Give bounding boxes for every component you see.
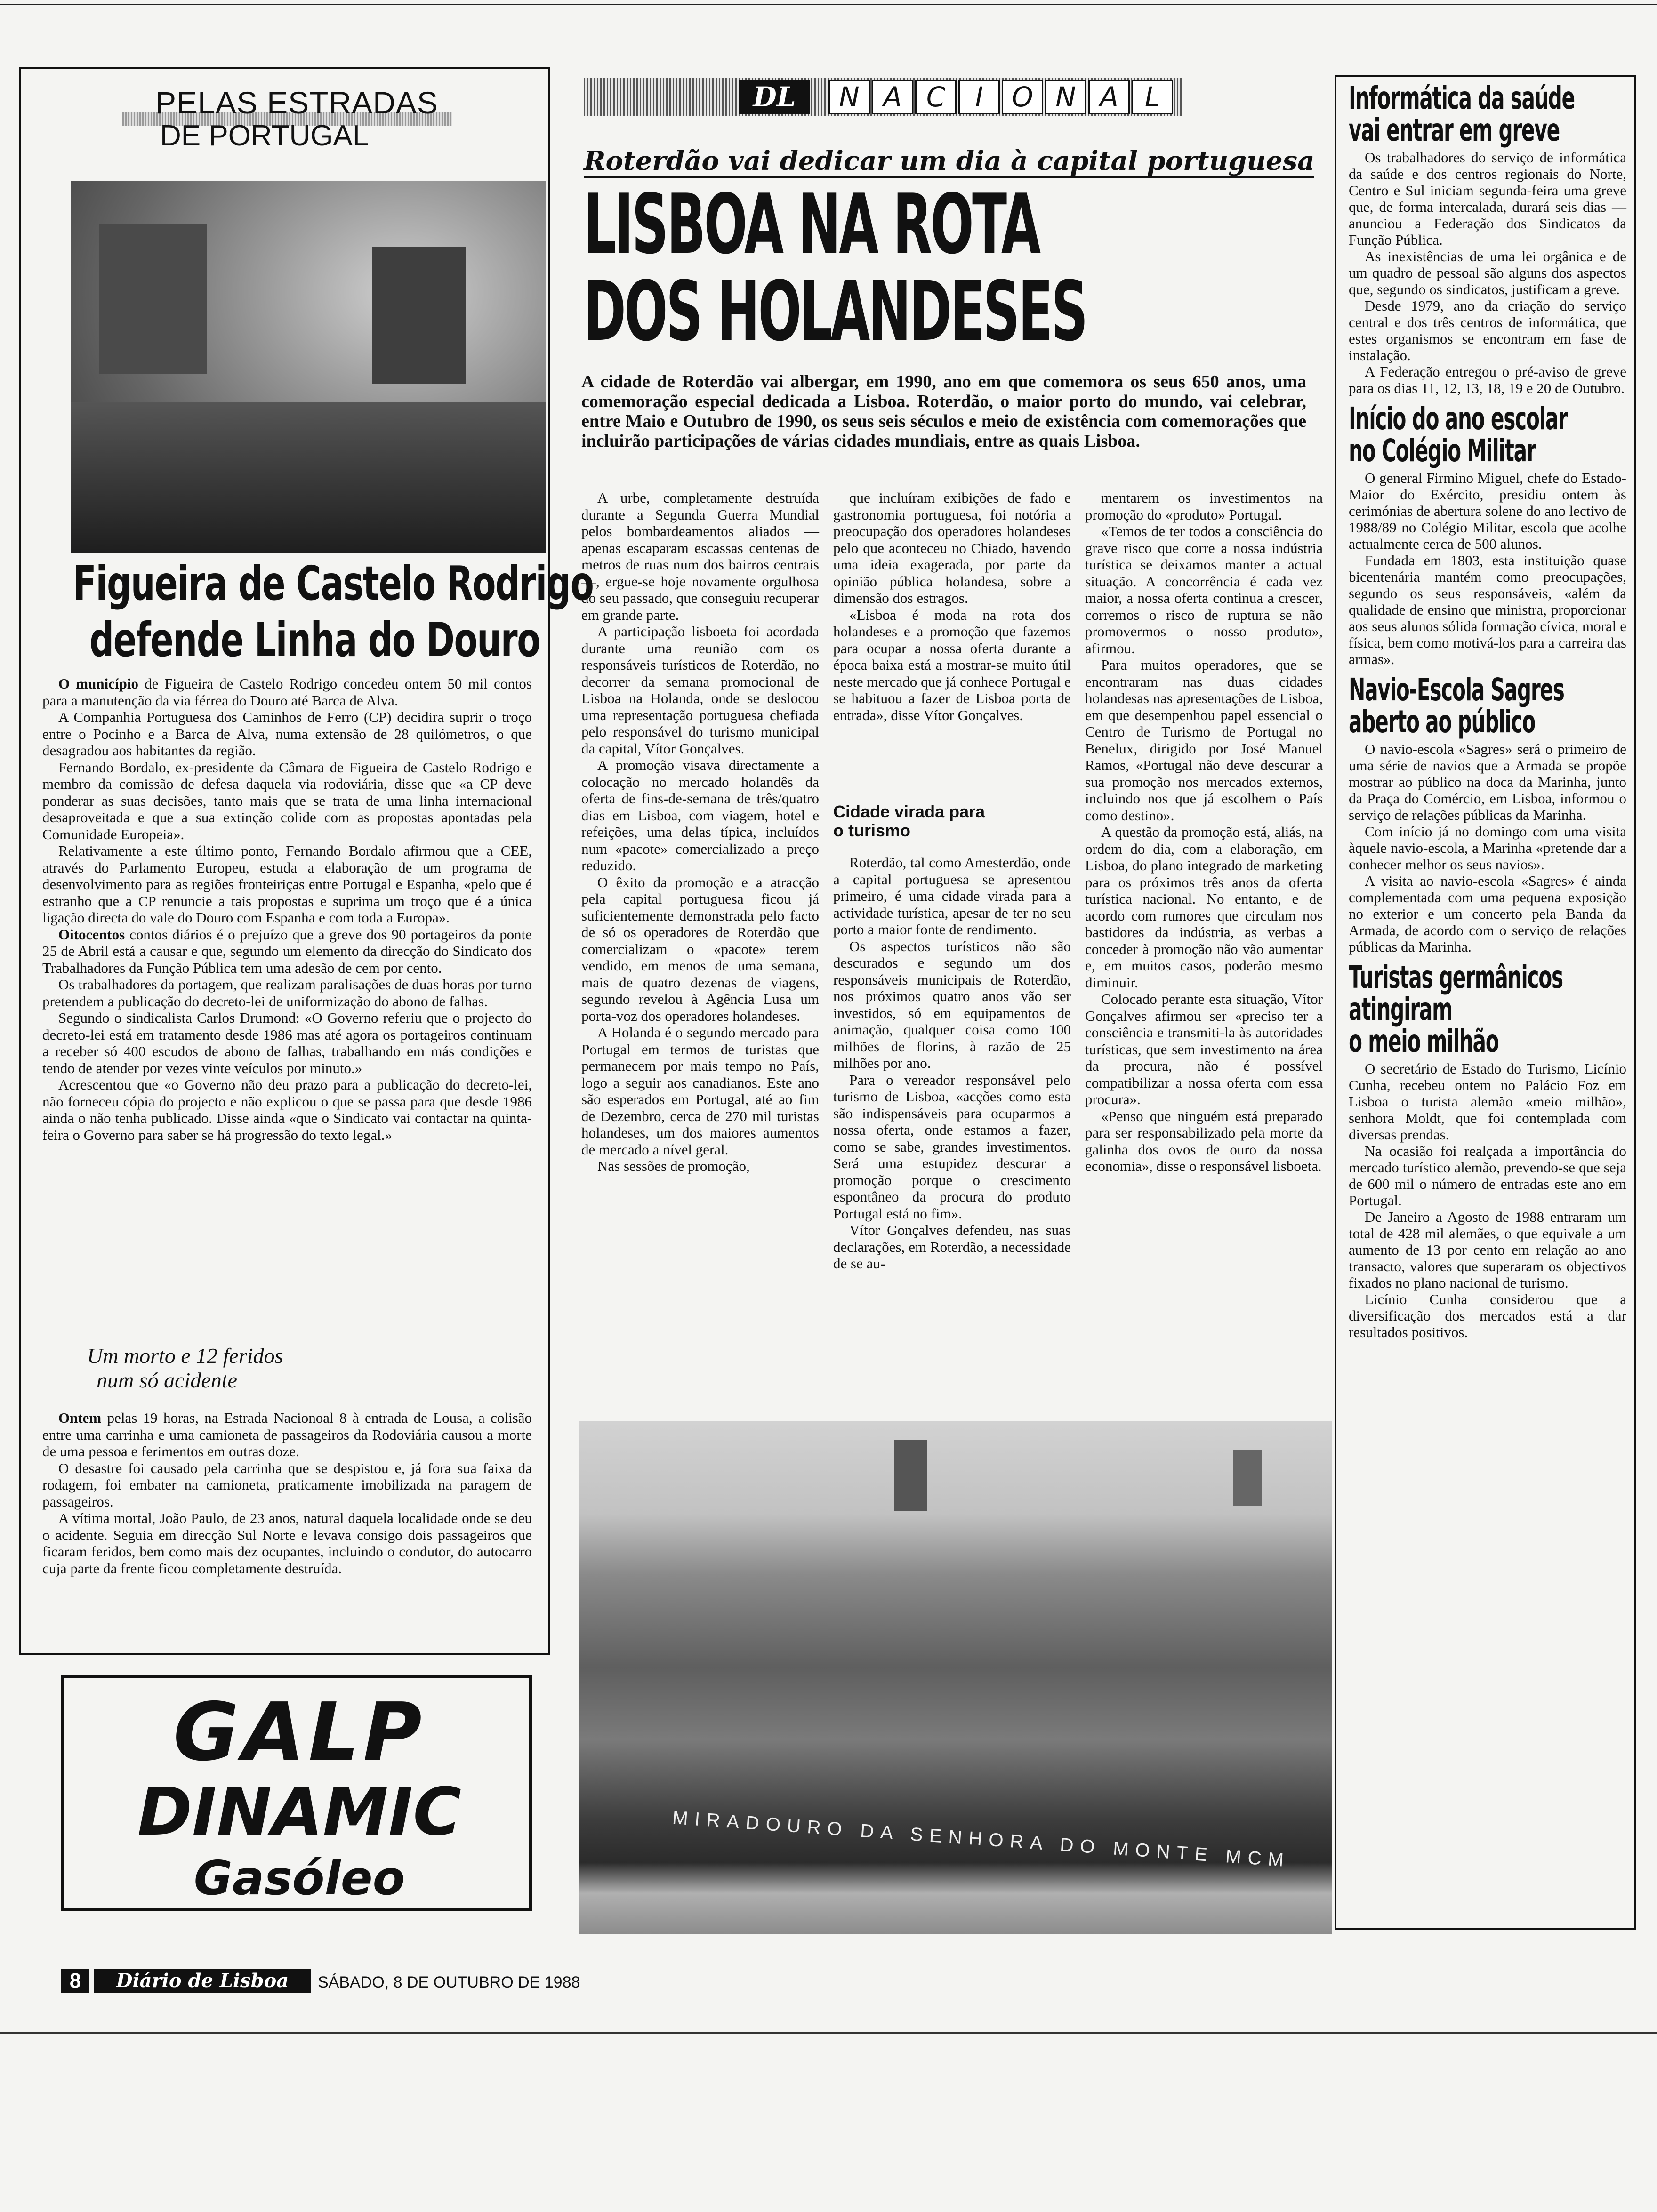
paragraph <box>42 1510 532 1577</box>
paragraph: A Federação entregou o pré-aviso de greve para os dias 11, 12, 13, 18, 19 e 20 de Outubro. <box>1349 363 1626 396</box>
paragraph: «Temos de ter todos a consciência do grave risco que corre a nossa indústria turística se deixamos manter a actual situação. A concorrência é cada vez maior, a nossa oferta continua a crescer, corremos o risco de ruptura se não promovermos o nosso produto», afirmou. <box>1085 523 1323 657</box>
paragraph <box>42 759 532 843</box>
sidebar-article <box>1349 959 1626 1340</box>
section-letter: O <box>1002 80 1043 114</box>
center-column-3 <box>1085 489 1323 1175</box>
paragraph <box>42 709 532 759</box>
paragraph-text: de Figueira de Castelo Rodrigo concedeu ontem 50 mil contos para a manutenção da via férrea do Douro até Barca de Alva. <box>42 675 532 709</box>
left-subhead-line2: num só acidente <box>97 1368 237 1392</box>
sidebar-headline-line: Navio-Escola Sagres <box>1349 672 1564 708</box>
left-article-body <box>42 675 532 1143</box>
left-headline-line2: defende Linha do Douro <box>89 612 540 667</box>
main-headline-line2: DOS HOLANDESES <box>584 264 1086 360</box>
sidebar-article-body <box>1349 741 1626 955</box>
galp-ad <box>61 1675 532 1911</box>
section-letter: N <box>1045 80 1086 114</box>
city-panorama-photo <box>579 1421 1332 1934</box>
paragraph <box>42 1010 532 1076</box>
ruin-tower-right <box>372 247 466 384</box>
paragraph: Os trabalhadores do serviço de informática da saúde e dos centros regionais do Norte, Centro e Sul iniciam segunda-feira uma greve que, de forma intercalada, durará seis dias — anunciou a Federação dos Sindicatos da Função Pública. <box>1349 149 1626 248</box>
paragraph: A Holanda é o segundo mercado para Portugal em termos de turistas que permanecem por mais tempo no País, logo a seguir aos canadianos. Este ano são esperados em Portugal, até ao fim de Dezembro, cerca de 270 mil turistas holandeses, um dos maiores aumentos de mercado a nível geral. <box>581 1024 819 1158</box>
section-bar <box>584 78 1182 116</box>
paragraph: mentarem os investimentos na promoção do «produto» Portugal. <box>1085 489 1323 523</box>
photo-tower-2 <box>1233 1450 1262 1506</box>
paragraph: De Janeiro a Agosto de 1988 entraram um total de 428 mil alemães, o que equivale a um aumento de 13 por cento em relação ao ano transacto, valores que superaram os objectivos fixados no plano nacional de turismo. <box>1349 1209 1626 1291</box>
paragraph: A visita ao navio-escola «Sagres» é ainda complementada com uma pequena exposição no exterior e um concerto pela Banda da Armada, de acordo com o serviço de relações públicas da Marinha. <box>1349 873 1626 955</box>
left-subhead <box>87 1344 283 1393</box>
paragraph: O secretário de Estado do Turismo, Licínio Cunha, recebeu ontem no Palácio Foz em Lisboa o turista alemão «meio milhão», senhora Moldt, que foi contemplada com diversas prendas. <box>1349 1060 1626 1143</box>
sidebar-headline <box>1349 403 1626 467</box>
section-letter: N <box>828 80 870 114</box>
paragraph: Na ocasião foi realçada a importância do mercado turístico alemão, prevendo-se que seja de 600 mil o número de entradas este ano em Portugal. <box>1349 1143 1626 1209</box>
paragraph: «Penso que ninguém está preparado para ser responsabilizado pela morte da galinha dos ovos de ouro da nossa economia», disse o responsável lisboeta. <box>1085 1107 1323 1174</box>
paragraph: Roterdão, tal como Amesterdão, onde a capital portuguesa se apresentou primeiro, é uma cidade virada para a actividade turística, apesar de ter no seu porto a maior fonte de rendimento. <box>833 854 1071 938</box>
sidebar-headline <box>1349 674 1626 738</box>
paragraph-text: Acrescentou que «o Governo não deu prazo para a publicação do decreto-lei, não forneceu cópia do projecto e não explicou o que se passa para que desde 1986 ainda o não tenha publicado. Disse ainda «que o Sindicato vai contactar na quinta-feira o Governo para saber se há progressão do texto legal.» <box>42 1076 532 1143</box>
col2-subhead-line2: o turismo <box>833 821 911 840</box>
paragraph: Com início já no domingo com uma visita àquele navio-escola, a Marinha «pretende dar a conhecer melhor os seus navios». <box>1349 823 1626 873</box>
castle-ruins-photo <box>71 181 546 553</box>
sidebar-headline-line: Início do ano escolar <box>1349 401 1568 437</box>
left-headline <box>73 555 594 668</box>
ruin-ground <box>71 402 546 553</box>
center-column-2-subhead <box>833 802 985 840</box>
kicker: Roterdão vai dedicar um dia à capital portuguesa <box>584 146 1314 178</box>
sidebar-article-body <box>1349 149 1626 396</box>
bottom-rule <box>0 2032 1657 2034</box>
paragraph-text: A Companhia Portuguesa dos Caminhos de Ferro (CP) decidira suprir o troço entre o Pocinho e a Barca de Alva, numa extensão de 28 quilómetros, o que desagradou aos habitantes da região. <box>42 709 532 759</box>
sidebar-article <box>1349 82 1626 396</box>
paragraph <box>42 926 532 977</box>
paragraph-lead: Ontem <box>58 1410 102 1426</box>
article-lead: A cidade de Roterdão vai albergar, em 1990, ano em que comemora os seus 650 anos, uma comemoração especial dedicada a Lisboa. Roterdão, o maior porto do mundo, vai celebrar, entre Maio e Outubro de 1990, os seus seis séculos e meio de existência com comemorações que incluirão participações de várias cidades mundiais, entre as quais Lisboa. <box>581 372 1306 451</box>
ruin-tower-left <box>99 224 207 374</box>
sidebar-article-body <box>1349 470 1626 667</box>
paragraph-text: Os trabalhadores da portagem, que realizam paralisações de duas horas por turno pretendem a publicação do decreto-lei de uniformização do abono de falhas. <box>42 976 532 1010</box>
paragraph-text: contos diários é o prejuízo que a greve dos 90 portageiros da ponte 25 de Abril está a causar e que, segundo um elemento da direcção do Sindicato dos Trabalhadores da Função Pública tem uma adesão de cem por cento. <box>42 926 532 976</box>
paragraph <box>42 675 532 709</box>
paragraph: «Lisboa é moda na rota dos holandeses e a promoção que fazemos para ocupar a nossa oferta durante a época baixa está a mostrar-se muito útil neste mercado que já conhece Portugal e se habituou a fazer de Lisboa porta de entrada», disse Vítor Gonçalves. <box>833 606 1071 723</box>
section-logo <box>122 74 452 154</box>
section-letter: C <box>915 80 957 114</box>
paragraph: O navio-escola «Sagres» será o primeiro de uma série de navios que a Armada se propõe mostrar ao público na doca da Marinha, junto da Praça do Comércio, em Lisboa, informou o serviço de relações públicas da Marinha. <box>1349 741 1626 823</box>
paragraph-text: pelas 19 horas, na Estrada Nacionoal 8 à entrada de Lousa, a colisão entre uma carrinha e uma camioneta de passageiros da Rodoviária causou a morte de uma pessoa e ferimentos em outras doze. <box>42 1410 532 1459</box>
paragraph <box>42 842 532 926</box>
main-headline <box>584 177 1196 360</box>
paragraph: Para muitos operadores, que se encontraram nas duas cidades holandesas nas apresentações de Lisboa, em que desempenhou papel essencial o Centro de Turismo de Portugal no Benelux, dirigido por José Manuel Ramos, «Portugal não deve descurar a sua promoção nos mercados externos, incluindo nos que já escolhem o País como destino». <box>1085 657 1323 824</box>
paragraph: A participação lisboeta foi acordada durante uma reunião com os responsáveis turísticos de Roterdão, no decorrer da semana promocional de Lisboa na Holanda, onde se deslocou uma representação portuguesa chefiada pelo responsável do turismo municipal da capital, Vítor Gonçalves. <box>581 623 819 757</box>
paragraph-text: A vítima mortal, João Paulo, de 23 anos, natural daquela localidade onde se deu o acidente. Seguia em direcção Sul Norte e levava consigo dois passageiros que ficaram feridos, bem como mais dez ocupantes, incluindo o condutor, do autocarro cuja parte da frente ficou completamente destruída. <box>42 1510 532 1577</box>
galp-tagline: Gasóleo <box>193 1851 405 1906</box>
right-sidebar <box>1349 82 1626 1347</box>
paragraph-text: Segundo o sindicalista Carlos Drumond: «O Governo referiu que o projecto do decreto-lei está em tratamento desde 1986 mas até agora os portageiros continuam a receber só 400 escudos de abono de falhas, trabalhando em más condições e tendo de atender por vezes vinte veículos por minuto.» <box>42 1010 532 1076</box>
masthead-logo: DL <box>739 80 810 114</box>
paragraph: Desde 1979, ano da criação do serviço central e dos três centros de informática, que estes organismos se encontram em fase de instalação. <box>1349 297 1626 363</box>
left-subhead-line1: Um morto e 12 feridos <box>87 1344 283 1368</box>
paragraph <box>42 1076 532 1143</box>
paragraph: A questão da promoção está, aliás, na ordem do dia, com a elaboração, em Lisboa, do plano integrado de marketing para os próximos três anos da oferta turística nacional. No entanto, e de acordo com rumores que circulam nos bastidores da indústria, as verbas a conceder à promoção não vão aumentar e, em muitos casos, poderão mesmo diminuir. <box>1085 824 1323 991</box>
left-headline-line1: Figueira de Castelo Rodrigo <box>73 556 594 611</box>
section-letter: A <box>1088 80 1130 114</box>
paragraph-text: Fernando Bordalo, ex-presidente da Câmara de Figueira de Castelo Rodrigo e membro da comissão de defesa daquela via rodoviária, disse que «a CP deve ponderar as suas decisões, tanto mais que se trata de uma linha internacional desaproveitada e que a sua extinção colide com as propostas apontadas pela Comunidade Europeia». <box>42 759 532 842</box>
paragraph: Colocado perante esta situação, Vítor Gonçalves afirmou ser «preciso ter a consciência e transmiti-la às autoridades turísticas, que sem investimento na área da procura, não é possível compatibilizar a nossa oferta com essa procura». <box>1085 991 1323 1107</box>
paper-name: Diário de Lisboa <box>94 1969 311 1993</box>
sidebar-headline <box>1349 82 1626 146</box>
sidebar-headline-line: vai entrar em greve <box>1349 112 1560 148</box>
galp-product: DINAMIC <box>137 1774 461 1851</box>
center-column-2-top <box>833 489 1071 723</box>
paragraph: A promoção visava directamente a colocação no mercado holandês da oferta de fins-de-semana de três/quatro dias em Lisboa, com viagem, hotel e refeições, uma delas típica, incluídos num «pacote» comercializado a preço reduzido. <box>581 757 819 874</box>
sidebar-article <box>1349 403 1626 667</box>
paragraph <box>42 976 532 1010</box>
photo-caption: MIRADOURO DA SENHORA DO MONTE MCM <box>671 1807 1291 1871</box>
paragraph: Os aspectos turísticos não são descurados e segundo um dos responsáveis municipais de Roterdão, nos próximos quatro anos vão ser investidos, só em equipamentos de animação, qualquer coisa como 100 milhões de florins, à razão de 25 milhões por ano. <box>833 938 1071 1071</box>
photo-tower-1 <box>894 1440 927 1511</box>
paragraph <box>42 1410 532 1460</box>
sidebar-article-body <box>1349 1060 1626 1340</box>
sidebar-headline <box>1349 959 1626 1059</box>
paragraph: que incluíram exibições de fado e gastronomia portuguesa, foi notória a preocupação dos operadores holandeses pelo que aconteceu no Chiado, havendo uma ideia exagerada, por parte da opinião pública holandesa, sobre a dimensão dos estragos. <box>833 489 1071 606</box>
sidebar-headline-line: o meio milhão <box>1349 1023 1499 1059</box>
paragraph: Vítor Gonçalves defendeu, nas suas declarações, em Roterdão, a necessidade de se au- <box>833 1222 1071 1272</box>
sidebar-article <box>1349 674 1626 955</box>
section-logo-line2: DE PORTUGAL <box>160 120 369 152</box>
footer <box>61 1967 814 1996</box>
section-letter: I <box>958 80 1000 114</box>
section-letters <box>828 80 1175 114</box>
paragraph-text: O desastre foi causado pela carrinha que se despistou e, já fora sua faixa da rodagem, foi embater na camioneta, praticamente imobilizada na paragem de passageiros. <box>42 1459 532 1510</box>
section-logo-line1: PELAS ESTRADAS <box>155 85 438 120</box>
sidebar-headline-line: Turistas germânicos <box>1349 959 1563 995</box>
section-letter: A <box>872 80 913 114</box>
section-letter: L <box>1132 80 1173 114</box>
paragraph-lead: Oitocentos <box>58 926 125 943</box>
paragraph: As inexistências de uma lei orgânica e de um quadro de pessoal são alguns dos aspectos que, segundo os sindicatos, justificam a greve. <box>1349 248 1626 297</box>
paragraph: Para o vereador responsável pelo turismo de Lisboa, «acções como esta são indispensáveis para ocuparmos a nossa oferta, onde estamos a fazer, como se sabe, grandes investimentos. Será uma estupidez descurar a promoção porque o crescimento espontâneo da procura do produto Portugal está no fim». <box>833 1071 1071 1222</box>
paragraph: Licínio Cunha considerou que a diversificação dos mercados está a dar resultados positivos. <box>1349 1291 1626 1340</box>
paragraph: Fundada em 1803, esta instituição quase bicentenária mantém como preocupações, segundo os seus responsáveis, «além da qualidade de ensino que ministra, proporcionar aos seus alunos sólida formação cívica, moral e física, bem como motivá-los para a carreira das armas». <box>1349 552 1626 667</box>
main-headline-line1: LISBOA NA ROTA <box>584 177 1039 272</box>
paragraph <box>42 1460 532 1510</box>
left-article-body-2 <box>42 1410 532 1577</box>
sidebar-headline-line: no Colégio Militar <box>1349 433 1536 469</box>
sidebar-headline-line: aberto ao público <box>1349 704 1536 740</box>
sidebar-headline-line: Informática da saúde <box>1349 80 1575 116</box>
col2-subhead-line1: Cidade virada para <box>833 802 985 821</box>
sidebar-headline-line: atingiram <box>1349 991 1452 1027</box>
page-number: 8 <box>61 1969 89 1993</box>
center-column-1 <box>581 489 819 1175</box>
paragraph: O general Firmino Miguel, chefe do Estado-Maior do Exército, presidiu ontem às cerimónias de abertura solene do ano lectivo de 1988/89 no Colégio Militar, escola que acolhe actualmente cerca de 500 alunos. <box>1349 470 1626 552</box>
galp-brand: GALP <box>173 1686 426 1779</box>
paragraph-text: Relativamente a este último ponto, Fernando Bordalo afirmou que a CEE, através do Parlamento Europeu, estuda a elaboração de um programa de desenvolvimento para as regiões fronteiriças entre Portugal e Espanha, «pelo que é estranho que a CP renuncie a tais propostas e suprima um troço que é a única ligação directa do vale do Douro com Espanha e com toda a Europa». <box>42 842 532 926</box>
center-column-2-bottom <box>833 854 1071 1272</box>
paragraph-lead: O município <box>58 675 138 692</box>
paragraph: O êxito da promoção e a atracção pela capital portuguesa ficou já suficientemente demonstrada pelo facto de só os operadores de Roterdão que comercializam o «pacote» terem vendido, em menos de uma semana, mais de quatro dezenas de viagens, segundo revelou à Agência Lusa um porta-voz dos operadores holandeses. <box>581 874 819 1024</box>
paragraph: Nas sessões de promoção, <box>597 1158 750 1174</box>
footer-date: SÁBADO, 8 DE OUTUBRO DE 1988 <box>318 1973 580 1991</box>
paragraph: A urbe, completamente destruída durante a Segunda Guerra Mundial pelos bombardeamentos aliados — apenas escaparam escassas centenas de metros de ruas num dos bairros centrais —, ergue-se hoje novamente orgulhosa do seu passado, que conseguiu recuperar em grande parte. <box>581 489 819 623</box>
top-rule <box>0 4 1657 5</box>
